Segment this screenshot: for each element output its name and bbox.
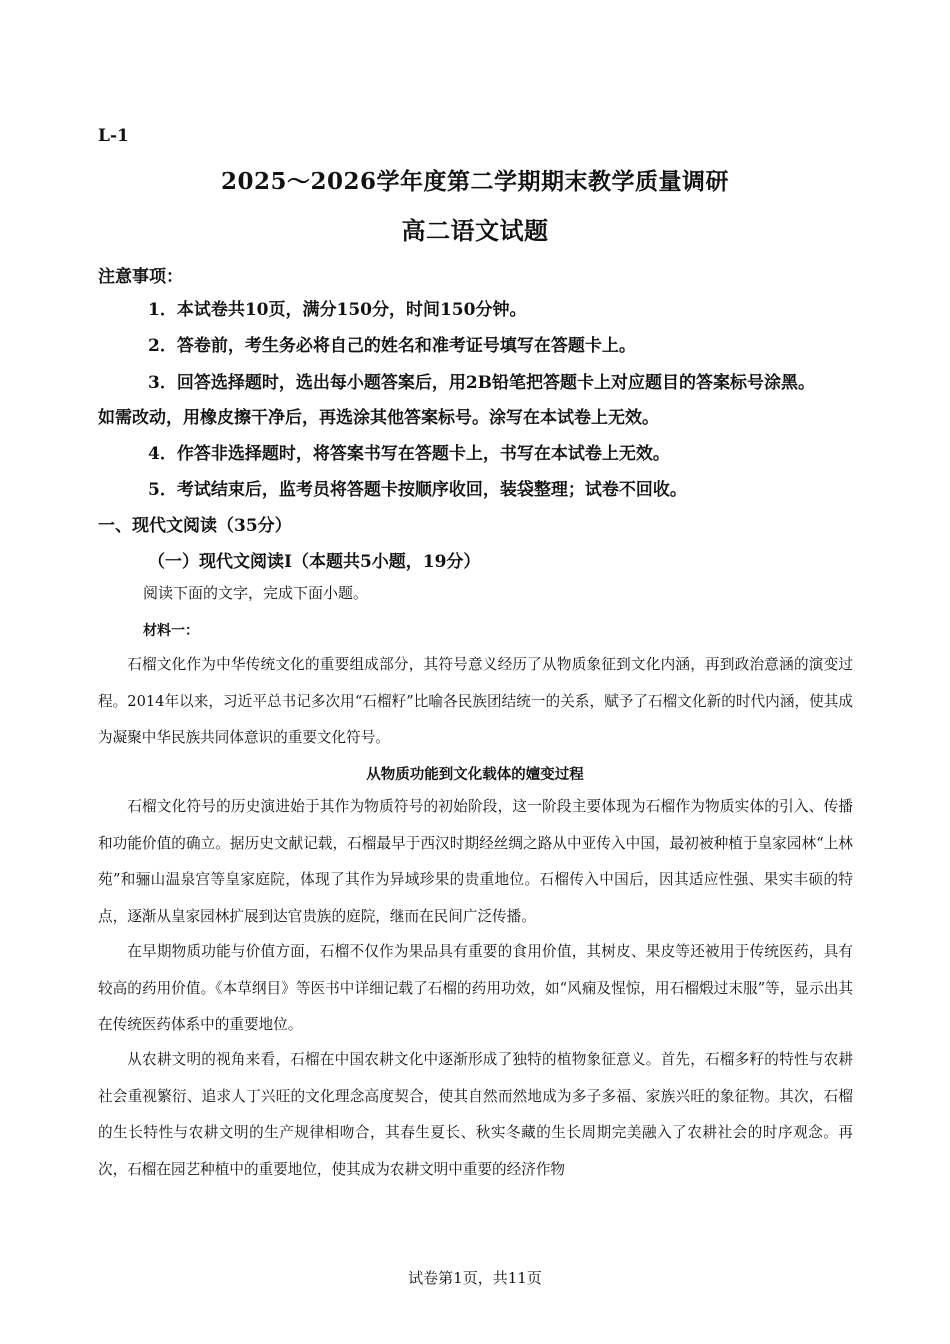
notice-item-3: 3．回答选择题时，选出每小题答案后，用2B铅笔把答题卡上对应题目的答案标号涂黑。	[148, 373, 816, 393]
section-heading: 一、现代文阅读（35分）	[98, 516, 292, 536]
article-subheading: 从物质功能到文化载体的嬗变过程	[366, 766, 584, 783]
subsection-heading: （一）现代文阅读I（本题共5小题，19分）	[148, 552, 481, 572]
notice-item-3-continued: 如需改动，用橡皮擦干净后，再选涂其他答案标号。涂写在本试卷上无效。	[98, 408, 659, 428]
reading-instruction: 阅读下面的文字，完成下面小题。	[143, 584, 369, 602]
paragraph-4: 从农耕文明的视角来看，石榴在中国农耕文化中逐渐形成了独特的植物象征意义。首先，石榴多籽的特性与农耕社会重视繁衍、追求人丁兴旺的文化理念高度契合，使其自然而然地成为多子多福、家族兴旺的象征物。其次，石榴的生长特性与农耕文明的生产规律相吻合，其春生夏长、秋实冬藏的生长周期完美融入了农耕社会的时序观念。再次，石榴在园艺种植中的重要地位，使其成为农耕文明中重要的经济作物	[98, 1051, 853, 1178]
notice-item-5: 5．考试结束后，监考员将答题卡按顺序收回，装袋整理；试卷不回收。	[148, 480, 687, 500]
exam-title: 2025～2026学年度第二学期期末教学质量调研	[220, 168, 730, 195]
paper-code: L-1	[98, 126, 129, 146]
paragraph-1: 石榴文化作为中华传统文化的重要组成部分，其符号意义经历了从物质象征到文化内涵，再到政治意涵的演变过程。2014年以来，习近平总书记多次用“石榴籽”比喻各民族团结统一的关系，赋予了石榴文化新的时代内涵，使其成为凝聚中华民族共同体意识的重要文化符号。	[98, 656, 853, 746]
page-footer: 试卷第1页，共11页	[408, 1269, 542, 1287]
paragraph-2: 石榴文化符号的历史演进始于其作为物质符号的初始阶段，这一阶段主要体现为石榴作为物质实体的引入、传播和功能价值的确立。据历史文献记载，石榴最早于西汉时期经丝绸之路从中亚传入中国，最初被种植于皇家园林“上林苑”和骊山温泉宫等皇家庭院，体现了其作为异域珍果的贵重地位。石榴传入中国后，因其适应性强、果实丰硕的特点，逐渐从皇家园林扩展到达官贵族的庭院，继而在民间广泛传播。	[98, 798, 853, 925]
material-label: 材料一：	[143, 623, 199, 639]
notice-heading: 注意事项：	[98, 267, 183, 287]
notice-item-1: 1．本试卷共10页，满分150分，时间150分钟。	[148, 300, 527, 320]
notice-item-2: 2．答卷前，考生务必将自己的姓名和准考证号填写在答题卡上。	[148, 336, 636, 356]
paragraph-3: 在早期物质功能与价值方面，石榴不仅作为果品具有重要的食用价值，其树皮、果皮等还被用于传统医药，具有较高的药用价值。《本草纲目》等医书中详细记载了石榴的药用功效，如“风痫及惺惊，用石榴煅过末服”等，显示出其在传统医药体系中的重要地位。	[98, 943, 853, 1033]
notice-item-4: 4．作答非选择题时，将答案书写在答题卡上，书写在本试卷上无效。	[148, 444, 670, 464]
exam-subtitle: 高二语文试题	[401, 216, 549, 245]
